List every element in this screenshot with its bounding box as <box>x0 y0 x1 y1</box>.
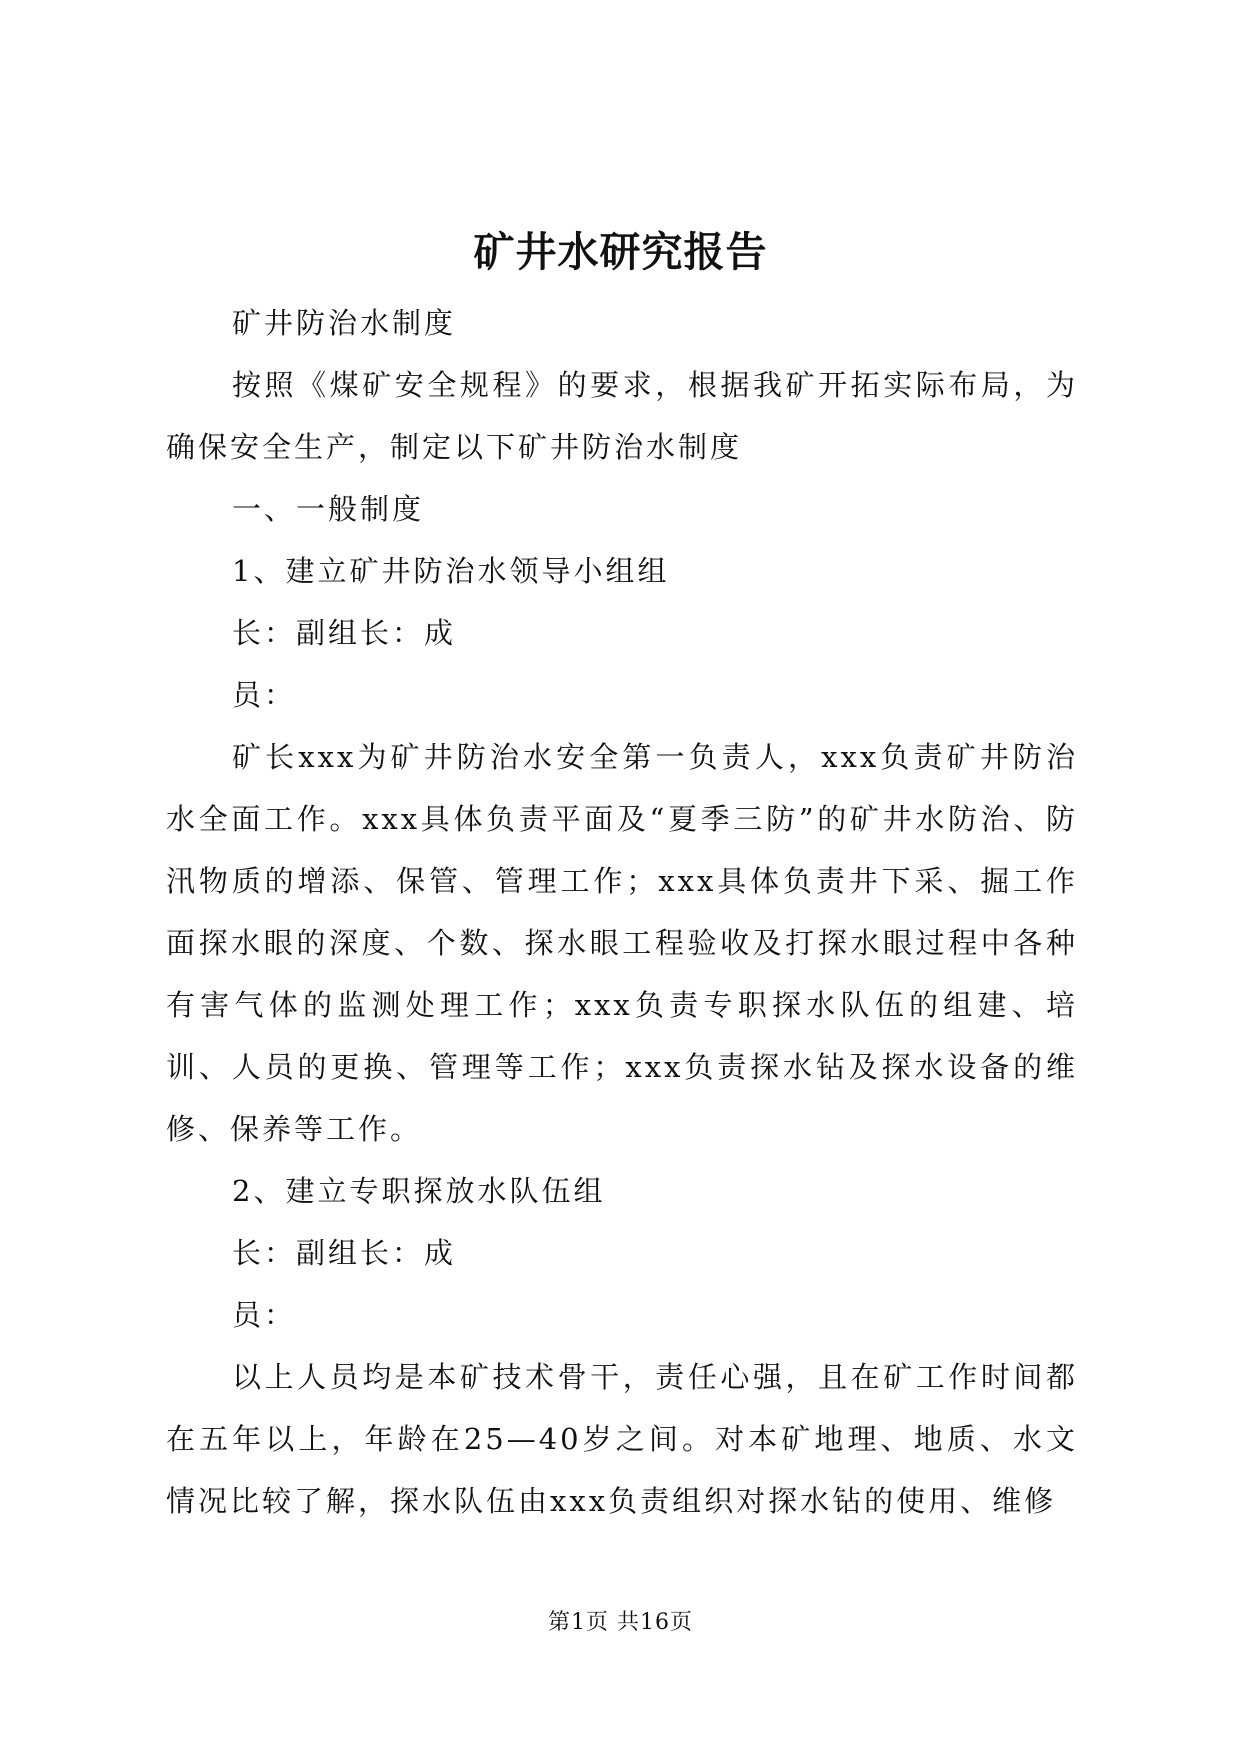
page-footer: 第1页 共16页 <box>548 1610 693 1635</box>
paragraph: 矿长xxx为矿井防治水安全第一负责人，xxx负责矿井防治水全面工作。xxx具体负责平面及“夏季三防”的矿井水防治、防汛物质的增添、保管、管理工作；xxx具体负责井下采、掘工作面探水眼的深度、个数、探水眼工程验收及打探水眼过程中各种有害气体的监测处理工作；xxx负责专职探水队伍的组建、培训、人员的更换、管理等工作；xxx负责探水钻及探水设备的维修、保养等工作。 <box>166 740 1078 1146</box>
paragraph-heading: 矿井防治水制度 <box>232 306 457 340</box>
paragraph-intro: 按照《煤矿安全规程》的要求，根据我矿开拓实际布局，为确保安全生产，制定以下矿井防治水制度 <box>166 368 1078 464</box>
section-heading: 一、一般制度 <box>232 492 425 526</box>
list-item-roles: 员： <box>232 678 297 712</box>
list-item-roles: 长：副组长：成 <box>232 616 457 650</box>
document-body <box>166 292 1078 1532</box>
list-item-roles: 长：副组长：成 <box>232 1236 457 1270</box>
list-item: 2、建立专职探放水队伍组 <box>232 1174 606 1208</box>
list-item-roles: 员： <box>232 1298 297 1332</box>
document-title: 矿井水研究报告 <box>473 228 768 276</box>
paragraph: 以上人员均是本矿技术骨干，责任心强，且在矿工作时间都在五年以上，年龄在25—40岁之间。对本矿地理、地质、水文情况比较了解，探水队伍由xxx负责组织对探水钻的使用、维修 <box>166 1360 1078 1518</box>
list-item: 1、建立矿井防治水领导小组组 <box>232 554 670 588</box>
